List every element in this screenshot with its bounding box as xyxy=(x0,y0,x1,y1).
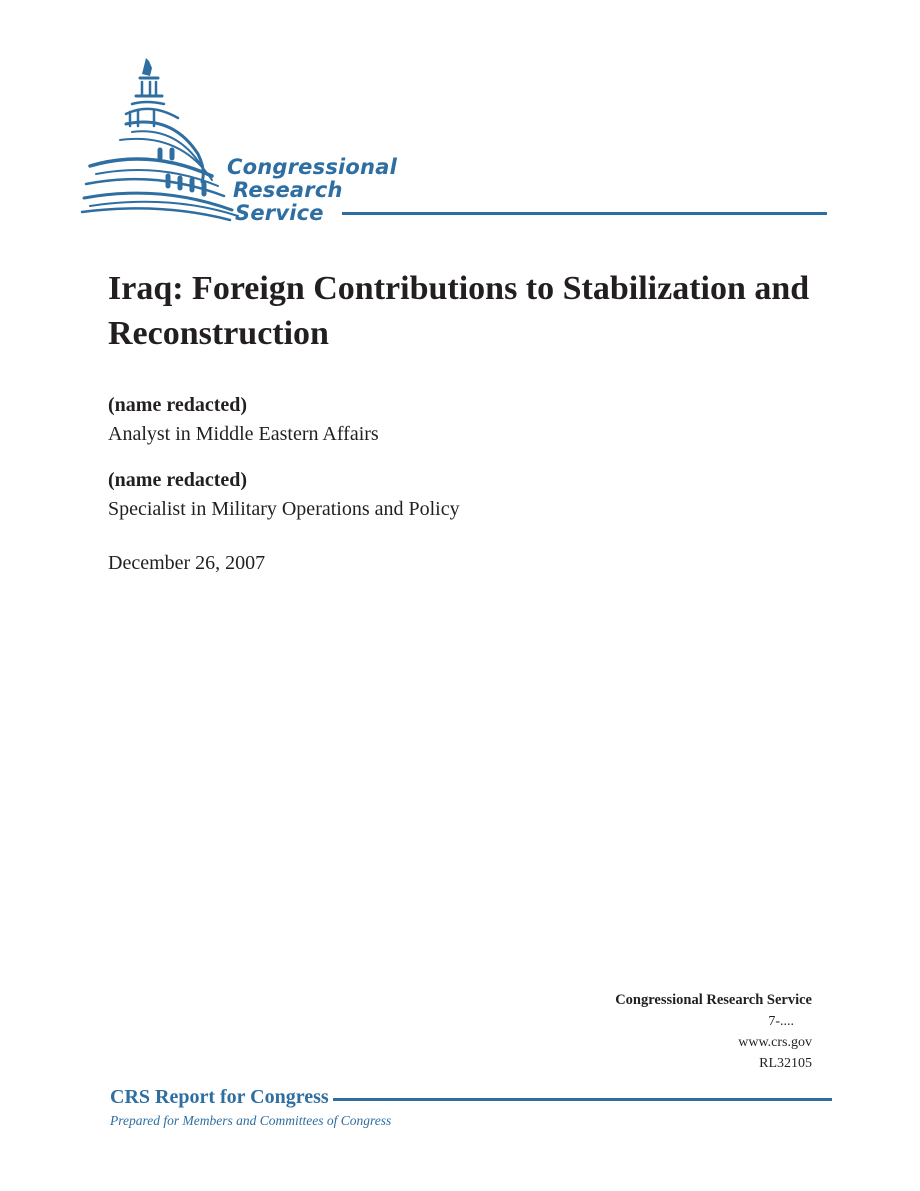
order-code: 7-.... xyxy=(768,1014,794,1029)
crs-logo xyxy=(80,52,830,225)
author-role: Specialist in Military Operations and Policy xyxy=(108,498,460,520)
report-date: December 26, 2007 xyxy=(108,552,266,574)
logo-line-3: Service xyxy=(235,201,324,225)
author-block-1 xyxy=(108,391,379,449)
logo-rule xyxy=(342,212,827,215)
report-title: Iraq: Foreign Contributions to Stabilization and Reconstruction xyxy=(108,270,810,352)
author-name: (name redacted) xyxy=(108,469,248,491)
logo-line-2: Research xyxy=(233,178,343,202)
crs-org-name: Congressional Research Service xyxy=(615,992,812,1008)
report-label: CRS Report for Congress xyxy=(110,1085,333,1109)
crs-info-block xyxy=(615,989,812,1074)
footer-tagline: Prepared for Members and Committees of Congress xyxy=(110,1113,392,1128)
footer xyxy=(110,1085,832,1131)
website-link[interactable]: www.crs.gov xyxy=(738,1035,812,1050)
author-name: (name redacted) xyxy=(108,394,248,416)
author-role: Analyst in Middle Eastern Affairs xyxy=(108,423,379,445)
report-number: RL32105 xyxy=(759,1056,812,1071)
logo-line-1: Congressional xyxy=(227,155,397,179)
capitol-dome-icon xyxy=(80,52,250,222)
author-block-2 xyxy=(108,466,460,524)
